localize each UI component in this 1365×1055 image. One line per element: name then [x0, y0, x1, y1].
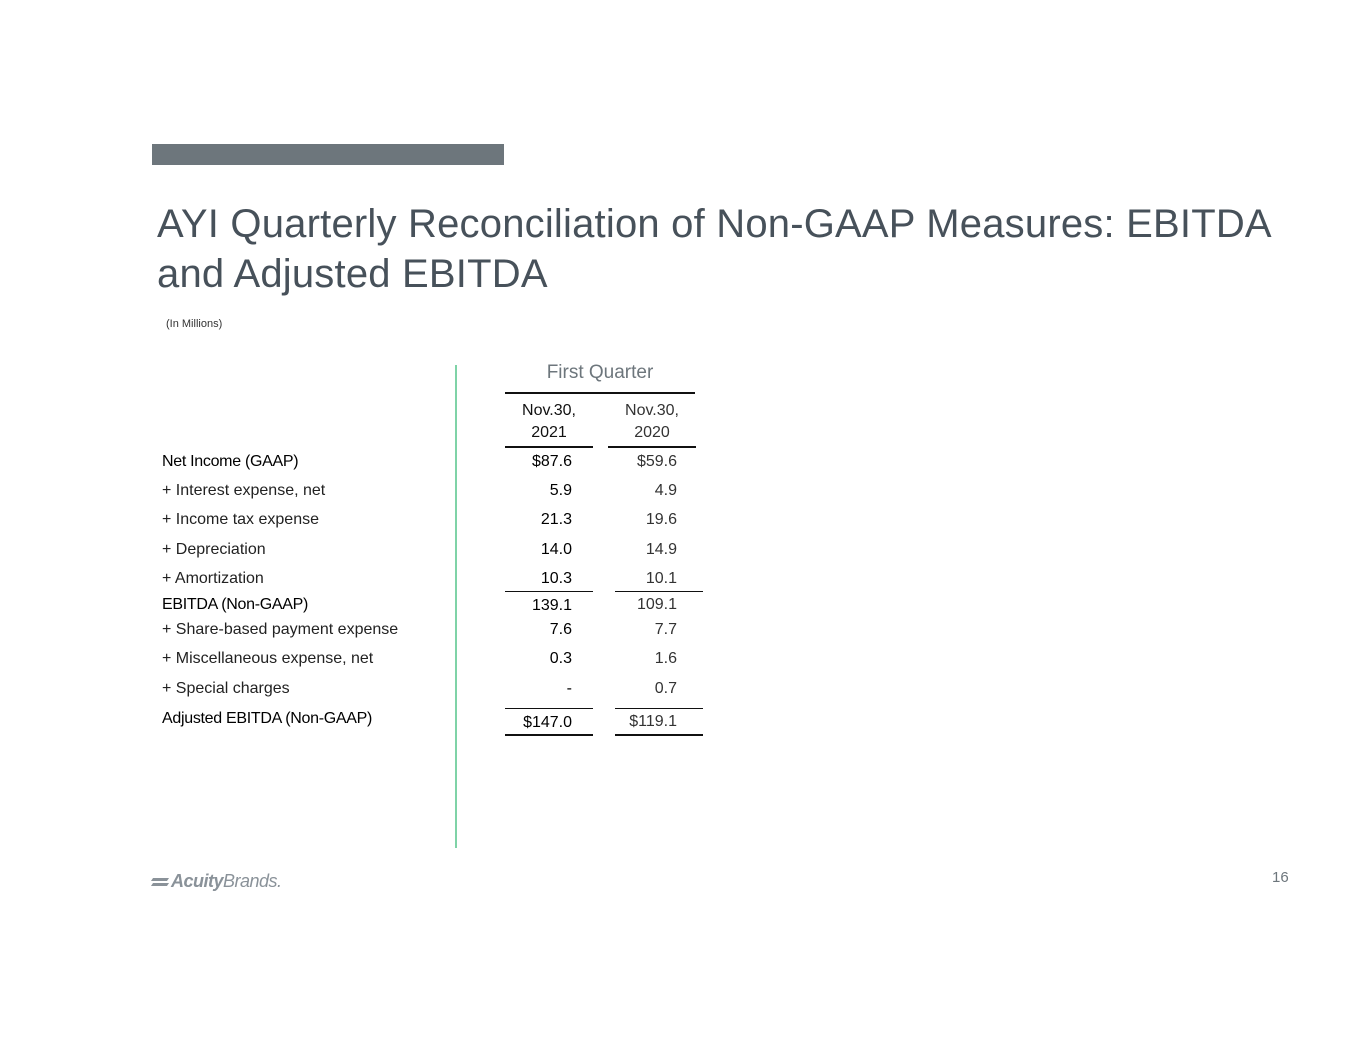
total-rule-2021	[505, 708, 593, 709]
row-label-ebitda: EBITDA (Non-GAAP)	[162, 596, 309, 613]
total-rule-2020	[615, 708, 703, 709]
final-rule-2020	[615, 734, 703, 736]
value-2021: 0.3	[549, 650, 572, 667]
value-2020: 4.9	[654, 482, 677, 499]
value-2021: 21.3	[540, 511, 572, 528]
subtotal-rule-2020	[615, 591, 703, 592]
column-header-line: 2020	[634, 424, 670, 441]
value-2021: 5.9	[549, 482, 572, 499]
row-label-amortization: + Amortization	[162, 570, 264, 587]
value-2021: 139.1	[531, 597, 572, 614]
column-header-line: Nov.30,	[625, 402, 679, 419]
slide-title: AYI Quarterly Reconciliation of Non-GAAP Measures: EBITDA and Adjusted EBITDA	[157, 202, 1270, 296]
column-header-line: 2021	[531, 424, 567, 441]
logo-text-acuity: Acuity	[171, 871, 224, 891]
period-header: First Quarter	[505, 362, 695, 394]
value-2021: 7.6	[549, 621, 572, 638]
value-2021: $147.0	[523, 714, 572, 731]
acuity-brands-logo	[150, 871, 282, 892]
row-label-adjusted-ebitda: Adjusted EBITDA (Non-GAAP)	[162, 710, 373, 727]
value-2020: 109.1	[636, 596, 677, 613]
value-2020: 0.7	[654, 680, 677, 697]
logo-text-brands: Brands.	[223, 871, 282, 891]
column-header-2021	[505, 400, 593, 448]
subtotal-rule-2021	[505, 591, 593, 592]
column-header-2020	[608, 400, 696, 448]
row-label-interest-expense: + Interest expense, net	[162, 482, 326, 499]
row-label-income-tax: + Income tax expense	[162, 511, 319, 528]
value-2021: 14.0	[540, 541, 572, 558]
value-2020: $59.6	[636, 453, 677, 470]
value-2020: $119.1	[629, 713, 677, 730]
final-rule-2021	[505, 734, 593, 736]
value-2020: 10.1	[645, 570, 677, 587]
units-note: (In Millions)	[166, 318, 223, 330]
row-label-miscellaneous: + Miscellaneous expense, net	[162, 650, 374, 667]
value-2021: $87.6	[531, 453, 572, 470]
value-2020: 1.6	[654, 650, 677, 667]
value-2020: 19.6	[645, 511, 677, 528]
value-2021: -	[566, 680, 572, 697]
value-2021: 10.3	[540, 570, 572, 587]
row-label-net-income: Net Income (GAAP)	[162, 453, 299, 470]
column-header-line: Nov.30,	[522, 402, 576, 419]
header-bar	[152, 144, 504, 165]
logo-mark-icon	[150, 876, 170, 888]
vertical-divider	[455, 365, 457, 848]
row-label-special-charges: + Special charges	[162, 680, 290, 697]
value-2020: 14.9	[645, 541, 677, 558]
row-label-share-based: + Share-based payment expense	[162, 621, 399, 638]
row-label-depreciation: + Depreciation	[162, 541, 266, 558]
value-2020: 7.7	[654, 621, 677, 638]
page-number: 16	[1272, 869, 1289, 886]
